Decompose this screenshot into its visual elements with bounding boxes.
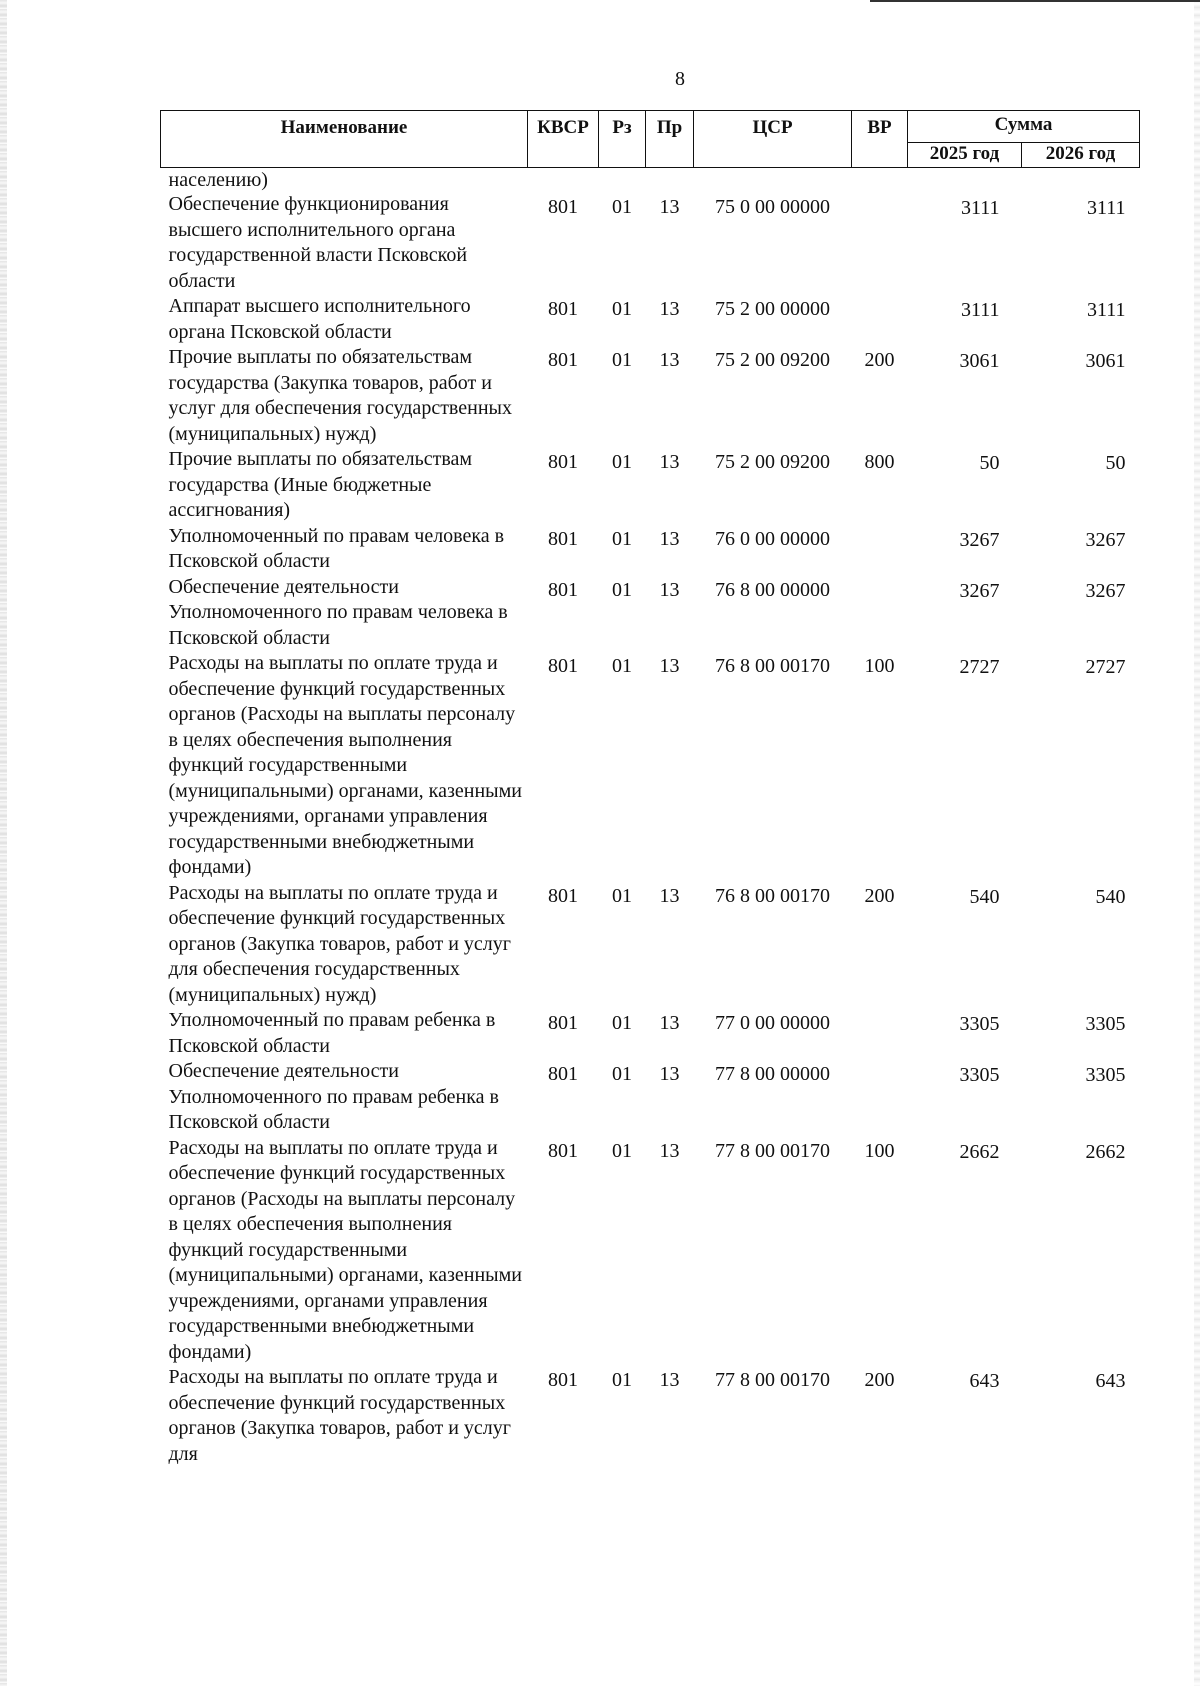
scan-top-line (870, 0, 1200, 2)
scan-edge-right (1194, 0, 1200, 1686)
row-sum-2026: 3305 (1085, 1064, 1126, 1086)
budget-table (160, 110, 1140, 1467)
row-pr: 13 (659, 451, 680, 473)
row-name: Обеспечение деятельности Уполномоченного по правам ребенка в Псковской области (168, 1060, 499, 1133)
row-sum-2026: 643 (1095, 1370, 1126, 1392)
row-rz: 01 (612, 451, 632, 473)
page-number-text: 8 (675, 68, 685, 90)
row-rz: 01 (612, 1369, 632, 1391)
row-name: Аппарат высшего исполнительного органа Псковской области (168, 295, 471, 343)
row-pr: 13 (659, 298, 680, 320)
row-vr (852, 575, 908, 652)
row-name: Расходы на выплаты по оплате труда и обеспечение функций государственных органов (Расходы на выплаты персоналу в целях обеспечения выполнения функций государственными (муниципальными) органами, казенными учреждениями, органами управления государственными внебюджетными фондами) (168, 652, 522, 878)
row-vr (852, 294, 908, 345)
row-rz: 01 (612, 1012, 632, 1034)
row-kvsr: 801 (548, 196, 578, 218)
row-vr: 100 (864, 655, 895, 677)
row-sum-2026: 2727 (1085, 656, 1126, 678)
table-row (161, 651, 1140, 881)
continuation-row (161, 168, 1140, 193)
row-sum-2026: 3267 (1085, 579, 1126, 602)
row-csr: 75 2 00 09200 (715, 451, 830, 473)
row-kvsr: 801 (548, 884, 578, 907)
row-kvsr: 801 (548, 349, 578, 371)
row-csr: 76 8 00 00170 (715, 884, 830, 907)
table-header (161, 111, 1140, 168)
table-row (161, 294, 1140, 345)
row-name: Уполномоченный по правам ребенка в Псковской области (168, 1009, 496, 1057)
row-vr: 100 (864, 1139, 895, 1162)
row-vr: 200 (864, 1369, 895, 1391)
row-rz: 01 (612, 1063, 632, 1085)
table-row (161, 192, 1140, 294)
row-kvsr: 801 (548, 1139, 578, 1162)
row-sum-2026: 3111 (1087, 299, 1126, 321)
row-csr: 76 8 00 00000 (715, 578, 830, 601)
row-sum-2025: 643 (969, 1370, 1000, 1392)
row-sum-2026: 3267 (1085, 528, 1126, 551)
row-sum-2026: 3305 (1085, 1013, 1126, 1035)
table-row (161, 881, 1140, 1009)
row-pr: 13 (659, 349, 680, 371)
row-pr: 13 (659, 1012, 680, 1034)
row-pr: 13 (659, 527, 680, 550)
row-csr: 76 0 00 00000 (715, 527, 830, 550)
row-name: Расходы на выплаты по оплате труда и обеспечение функций государственных органов (Закупка товаров, работ и услуг для (168, 1366, 511, 1465)
header-name: Наименование (161, 111, 528, 168)
header-kvsr: КВСР (528, 111, 599, 168)
row-sum-2025: 3305 (959, 1013, 1000, 1035)
row-sum-2025: 540 (969, 885, 1000, 908)
table-row (161, 1365, 1140, 1467)
row-kvsr: 801 (548, 655, 578, 677)
table-row (161, 345, 1140, 447)
header-year-2025: 2025 год (908, 142, 1022, 167)
row-vr (852, 192, 908, 294)
row-kvsr: 801 (548, 451, 578, 473)
table-row (161, 1136, 1140, 1366)
row-name: Обеспечение функционирования высшего исполнительного органа государственной власти Псковской области (168, 193, 468, 292)
row-sum-2026: 3111 (1087, 197, 1126, 219)
row-pr: 13 (659, 1369, 680, 1391)
row-name: Прочие выплаты по обязательствам государства (Закупка товаров, работ и услуг для обеспечения государственных (муниципальных) нужд) (168, 346, 512, 445)
row-csr: 77 8 00 00000 (715, 1063, 830, 1085)
row-name: Расходы на выплаты по оплате труда и обеспечение функций государственных органов (Закупка товаров, работ и услуг для обеспечения государственных (муниципальных) нужд) (168, 881, 511, 1006)
row-kvsr: 801 (548, 578, 578, 601)
row-pr: 13 (659, 884, 680, 907)
row-rz: 01 (612, 884, 632, 907)
row-csr: 75 0 00 00000 (715, 196, 830, 218)
row-name: Обеспечение деятельности Уполномоченного по правам человека в Псковской области (168, 575, 508, 649)
row-vr (852, 1008, 908, 1059)
row-sum-2025: 3267 (959, 579, 1000, 602)
row-rz: 01 (612, 349, 632, 371)
row-pr: 13 (659, 578, 680, 601)
row-csr: 75 2 00 09200 (715, 349, 830, 371)
row-kvsr: 801 (548, 527, 578, 550)
row-rz: 01 (612, 527, 632, 550)
row-sum-2025: 3111 (960, 299, 1000, 321)
row-csr: 77 8 00 00170 (715, 1369, 830, 1391)
row-sum-2025: 3061 (959, 350, 1000, 372)
row-pr: 13 (659, 655, 680, 677)
row-rz: 01 (612, 298, 632, 320)
page-number (0, 68, 1200, 91)
header-year-2026: 2026 год (1022, 142, 1140, 167)
row-rz: 01 (612, 578, 632, 601)
row-sum-2025: 50 (979, 452, 1000, 474)
row-kvsr: 801 (548, 1369, 578, 1391)
row-name: Уполномоченный по правам человека в Псковской области (168, 524, 505, 572)
row-rz: 01 (612, 655, 632, 677)
row-sum-2026: 50 (1105, 452, 1126, 474)
row-vr (852, 1059, 908, 1136)
row-csr: 77 0 00 00000 (715, 1012, 830, 1034)
row-name: Прочие выплаты по обязательствам государства (Иные бюджетные ассигнования) (168, 448, 473, 521)
row-pr: 13 (659, 1063, 680, 1085)
row-sum-2026: 2662 (1085, 1140, 1126, 1163)
row-pr: 13 (659, 1139, 680, 1162)
row-sum-2025: 2727 (959, 656, 1000, 678)
row-kvsr: 801 (548, 298, 578, 320)
row-kvsr: 801 (548, 1012, 578, 1034)
row-rz: 01 (612, 196, 632, 218)
row-csr: 75 2 00 00000 (715, 298, 830, 320)
row-sum-2025: 3305 (959, 1064, 1000, 1086)
continuation-text: населению) (168, 169, 268, 191)
row-name: Расходы на выплаты по оплате труда и обеспечение функций государственных органов (Расходы на выплаты персоналу в целях обеспечения выполнения функций государственными (муниципальными) органами, казенными учреждениями, органами управления государственными внебюджетными фондами) (168, 1136, 522, 1363)
table-row (161, 575, 1140, 652)
row-sum-2026: 3061 (1085, 350, 1126, 372)
header-sum: Сумма (908, 111, 1140, 143)
row-sum-2026: 540 (1095, 885, 1126, 908)
row-sum-2025: 3267 (959, 528, 1000, 551)
table-row (161, 1059, 1140, 1136)
row-csr: 76 8 00 00170 (715, 655, 830, 677)
row-pr: 13 (659, 196, 680, 218)
scan-edge-left (0, 0, 7, 1686)
row-vr: 200 (864, 349, 895, 371)
row-kvsr: 801 (548, 1063, 578, 1085)
row-rz: 01 (612, 1139, 632, 1162)
row-vr (852, 524, 908, 575)
header-pr: Пр (646, 111, 694, 168)
header-vr: ВР (852, 111, 908, 168)
table-body (161, 168, 1140, 1468)
row-vr: 200 (864, 884, 895, 907)
header-csr: ЦСР (694, 111, 852, 168)
table-row (161, 447, 1140, 524)
table-row (161, 1008, 1140, 1059)
header-rz: Рз (599, 111, 646, 168)
table-row (161, 524, 1140, 575)
row-csr: 77 8 00 00170 (715, 1139, 830, 1162)
row-sum-2025: 3111 (960, 197, 1000, 219)
row-vr: 800 (864, 451, 895, 473)
row-sum-2025: 2662 (959, 1140, 1000, 1163)
